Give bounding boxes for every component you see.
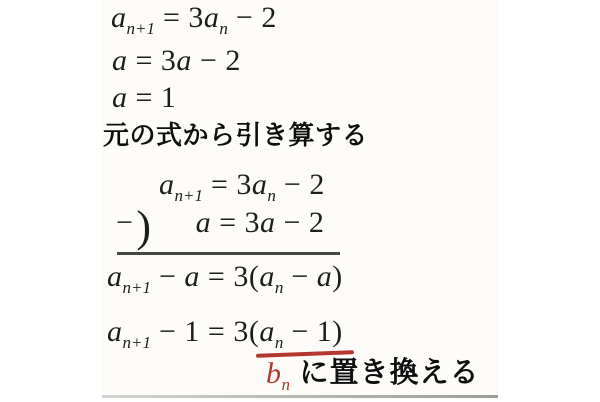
subtraction-bottom-row [116,202,325,251]
frame-bottom-edge [102,395,498,398]
note-subtract-from-original: 元の式から引き算する [103,120,369,150]
equation-difference: $a_{n+1} - a = 3(a_n - a)$ [107,260,343,297]
equation-substituted-left: $a_{n+1} - 1 = 3$ [107,315,249,352]
subtraction-rule-line [117,252,340,255]
subtraction-top-equation: $a_{n+1} = 3a_n - 2$ [159,168,325,205]
equation-characteristic: a = 3a − 2 [112,44,241,77]
equation-characteristic-solution: a = 1 [112,81,177,114]
equation-recurrence: $a_{n+1} = 3a_n - 2$ [111,1,277,38]
note-replace-with-bn: $b_n$ に置き換える [266,357,480,394]
equation-substituted-underlined-term: $(a_n - 1)$ [248,315,343,352]
minus-parenthesis-symbol: −) [116,202,152,251]
subtraction-bottom-equation: a = 3a − 2 [195,206,325,239]
